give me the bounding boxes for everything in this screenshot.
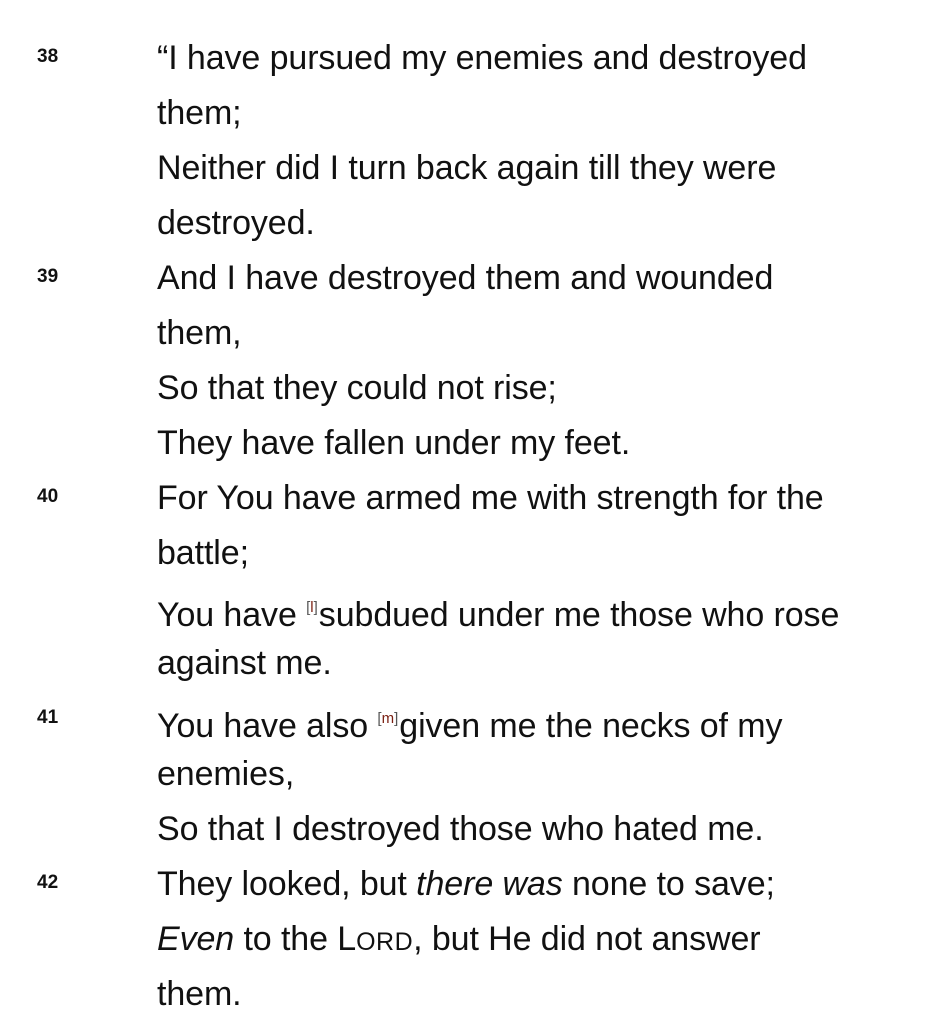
verse-line: battle; xyxy=(157,534,249,572)
verse-text: given me the necks of my xyxy=(399,707,783,745)
verse-line: Neither did I turn back again till they were xyxy=(157,149,777,187)
verse-line: them, xyxy=(157,314,242,352)
verse-line: them. xyxy=(157,975,242,1013)
verse-text: They looked, but xyxy=(157,865,417,903)
verse-text: , but He did not answer xyxy=(413,920,761,958)
verse-line: They have fallen under my feet. xyxy=(157,424,631,462)
verse-line xyxy=(157,588,839,635)
italic-text: Even xyxy=(157,920,235,958)
verse-text: to the L xyxy=(234,920,357,958)
verse-line: For You have armed me with strength for the xyxy=(157,479,824,517)
verse-line: them; xyxy=(157,94,242,132)
footnote-marker[interactable]: l xyxy=(310,599,314,616)
verse-number: 41 xyxy=(37,707,59,728)
verse-line: So that I destroyed those who hated me. xyxy=(157,810,764,848)
verse-line: enemies, xyxy=(157,755,295,793)
verse-line: “I have pursued my enemies and destroyed xyxy=(157,39,807,77)
verse-text: none to save; xyxy=(562,865,775,903)
verse-number: 40 xyxy=(37,486,59,507)
verse-line: So that they could not rise; xyxy=(157,369,557,407)
verse-line xyxy=(157,864,775,904)
verse-line: destroyed. xyxy=(157,204,315,242)
footnote-link[interactable]: [l] xyxy=(306,599,318,616)
verse-number: 39 xyxy=(37,266,59,287)
verse-text: subdued under me those who rose xyxy=(318,596,840,634)
verse-text: You have also xyxy=(157,707,378,745)
verse-number: 42 xyxy=(37,872,59,893)
verse-line xyxy=(157,699,782,746)
small-caps-text: ORD xyxy=(356,928,414,956)
verse-line: against me. xyxy=(157,644,332,682)
verse-number: 38 xyxy=(37,46,59,67)
verse-line xyxy=(157,919,761,962)
verse-text: You have xyxy=(157,596,307,634)
footnote-marker[interactable]: m xyxy=(381,710,395,727)
footnote-link[interactable]: [m] xyxy=(377,710,399,727)
italic-text: there was xyxy=(416,865,563,903)
verse-line: And I have destroyed them and wounded xyxy=(157,259,774,297)
